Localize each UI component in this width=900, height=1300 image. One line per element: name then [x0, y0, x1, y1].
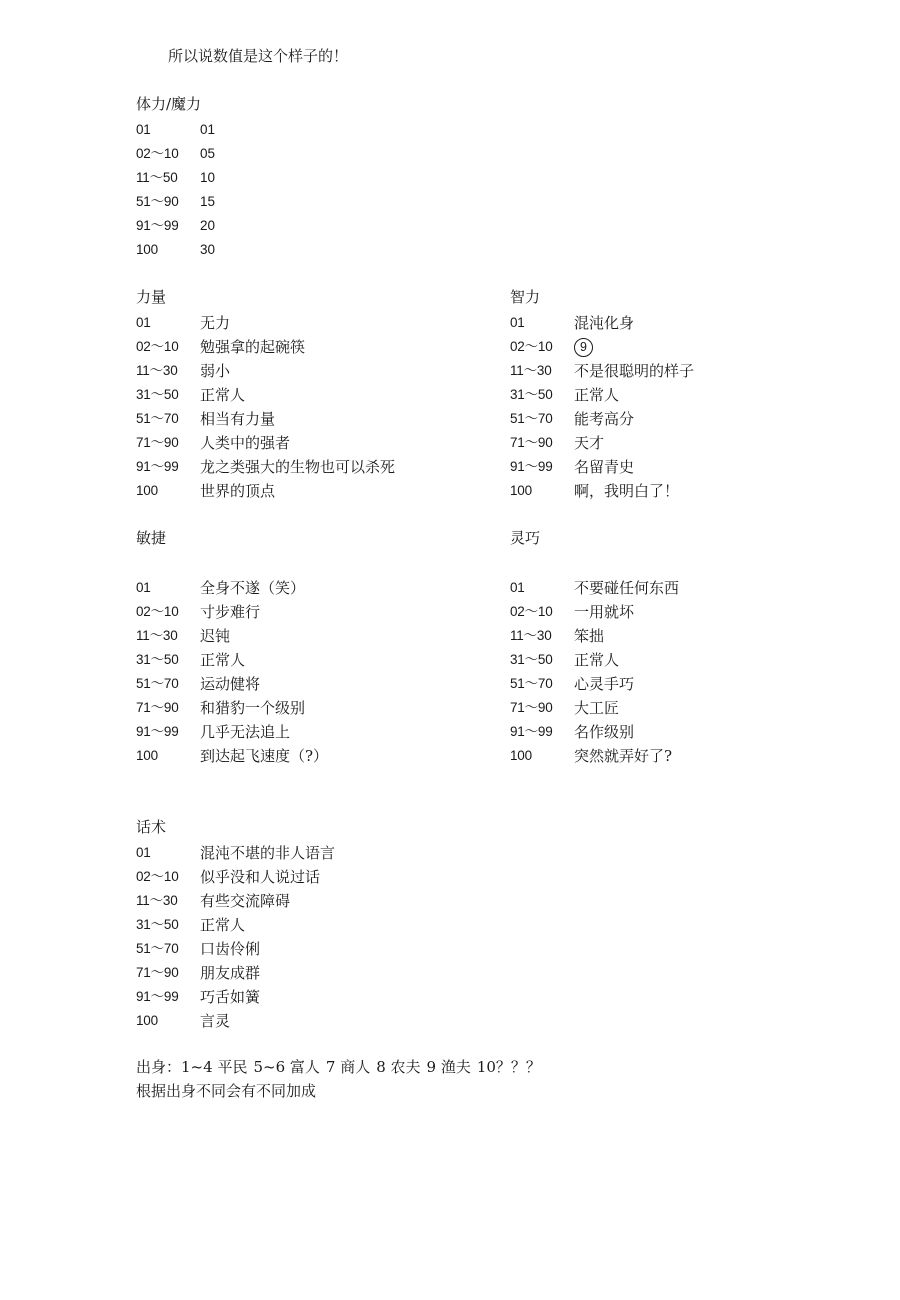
- range-cell: 100: [510, 748, 532, 763]
- table-row: [136, 455, 395, 479]
- strength-section: [136, 287, 395, 503]
- range-cell: 02～10: [136, 604, 179, 619]
- table-row: [136, 431, 395, 455]
- circled-number: 9: [574, 338, 593, 357]
- table-row: [136, 913, 335, 937]
- range-cell: 01: [136, 580, 151, 595]
- description-cell: 勉强拿的起碗筷: [200, 338, 306, 356]
- table-row: [136, 696, 328, 720]
- table-row: [510, 359, 694, 383]
- range-cell: 31～50: [136, 917, 179, 932]
- table-row: [510, 383, 694, 407]
- intro-text: 所以说数值是这个样子的！: [168, 47, 349, 65]
- range-cell: 51～70: [136, 676, 179, 691]
- agility-section: [136, 528, 328, 768]
- origin-item: 9 渔夫: [426, 1058, 471, 1076]
- range-cell: 11～30: [136, 628, 178, 643]
- section-title: 话术: [136, 818, 167, 836]
- description-cell: 啊，我明白了！: [574, 482, 680, 500]
- section-title: 智力: [510, 288, 541, 306]
- range-cell: 11～30: [510, 628, 552, 643]
- table-row: [136, 214, 215, 238]
- table-row: [136, 648, 328, 672]
- description-cell: 寸步难行: [200, 603, 261, 621]
- table-row: [510, 624, 679, 648]
- range-cell: 11～30: [136, 893, 178, 908]
- range-cell: 51～90: [136, 194, 179, 209]
- range-cell: 02～10: [136, 146, 179, 161]
- range-cell: 51～70: [510, 411, 553, 426]
- table-row: [136, 311, 395, 335]
- range-cell: 11～30: [136, 363, 178, 378]
- range-cell: 51～70: [510, 676, 553, 691]
- section-title: 体力/魔力: [136, 95, 202, 113]
- value-cell: 15: [200, 194, 216, 209]
- range-cell: 100: [136, 242, 158, 257]
- table-row: [136, 744, 328, 768]
- table-row: [510, 455, 694, 479]
- table-row: [136, 407, 395, 431]
- description-cell: 一用就坏: [574, 603, 635, 621]
- range-cell: 100: [136, 1013, 158, 1028]
- range-cell: 100: [510, 483, 532, 498]
- description-cell: 正常人: [200, 916, 246, 934]
- table-row: [510, 431, 694, 455]
- table-row: [510, 600, 679, 624]
- range-cell: 71～90: [136, 435, 179, 450]
- table-row: [136, 335, 395, 359]
- range-cell: 91～99: [510, 724, 553, 739]
- description-cell: 世界的顶点: [200, 482, 276, 500]
- table-row: [136, 889, 335, 913]
- table-row: [136, 479, 395, 503]
- description-cell: 有些交流障碍: [200, 892, 291, 910]
- description-cell: 人类中的强者: [200, 434, 291, 452]
- range-cell: 01: [510, 580, 525, 595]
- range-cell: 71～90: [510, 700, 553, 715]
- description-cell: 全身不遂（笑）: [200, 579, 306, 597]
- range-cell: 71～90: [510, 435, 553, 450]
- description-cell: 无力: [200, 314, 231, 332]
- description-cell: 龙之类强大的生物也可以杀死: [200, 458, 396, 476]
- range-cell: 02～10: [510, 604, 553, 619]
- table-row: [510, 311, 694, 335]
- range-cell: 01: [136, 845, 151, 860]
- value-cell: 05: [200, 146, 216, 161]
- description-cell: 能考高分: [574, 410, 635, 428]
- dexterity-section: [510, 528, 679, 768]
- description-cell: 口齿伶俐: [200, 940, 261, 958]
- table-row: [136, 985, 335, 1009]
- range-cell: 51～70: [136, 941, 179, 956]
- description-cell: 混沌化身: [574, 314, 635, 332]
- range-cell: 91～99: [136, 724, 179, 739]
- range-cell: 31～50: [510, 652, 553, 667]
- origin-line: [136, 1056, 547, 1078]
- value-cell: 01: [200, 122, 216, 137]
- table-row: [136, 190, 215, 214]
- description-cell: [574, 335, 593, 359]
- range-cell: 31～50: [510, 387, 553, 402]
- description-cell: 混沌不堪的非人语言: [200, 844, 336, 862]
- description-cell: 相当有力量: [200, 410, 276, 428]
- range-cell: 71～90: [136, 965, 179, 980]
- range-cell: 11～50: [136, 170, 178, 185]
- table-row: [136, 359, 395, 383]
- section-title: 力量: [136, 288, 167, 306]
- table-row: [136, 841, 335, 865]
- range-cell: 51～70: [136, 411, 179, 426]
- table-row: [136, 937, 335, 961]
- value-cell: 20: [200, 218, 216, 233]
- description-cell: 巧舌如簧: [200, 988, 261, 1006]
- table-row: [136, 383, 395, 407]
- table-row: [136, 118, 215, 142]
- table-row: [136, 720, 328, 744]
- table-row: [136, 672, 328, 696]
- description-cell: 正常人: [574, 386, 620, 404]
- description-cell: 名作级别: [574, 723, 635, 741]
- range-cell: 100: [136, 483, 158, 498]
- table-row: [136, 166, 215, 190]
- table-row: [510, 744, 679, 768]
- origin-item: 10？？？: [476, 1058, 541, 1076]
- range-cell: 01: [136, 122, 151, 137]
- range-cell: 01: [510, 315, 525, 330]
- description-cell: 和猎豹一个级别: [200, 699, 306, 717]
- description-cell: 运动健将: [200, 675, 261, 693]
- description-cell: 几乎无法追上: [200, 723, 291, 741]
- range-cell: 02～10: [136, 869, 179, 884]
- hp-mp-section: [136, 94, 215, 262]
- description-cell: 言灵: [200, 1012, 231, 1030]
- description-cell: 弱小: [200, 362, 231, 380]
- table-row: [510, 479, 694, 503]
- table-row: [510, 648, 679, 672]
- range-cell: 91～99: [136, 459, 179, 474]
- range-cell: 100: [136, 748, 158, 763]
- origin-item: 5~6 富人: [253, 1058, 320, 1076]
- description-cell: 不是很聪明的样子: [574, 362, 695, 380]
- range-cell: 91～99: [136, 989, 179, 1004]
- origin-item: 7 商人: [325, 1058, 371, 1076]
- intelligence-section: [510, 287, 694, 503]
- table-row: [136, 961, 335, 985]
- range-cell: 01: [136, 315, 151, 330]
- origin-item: 8 农夫: [376, 1058, 421, 1076]
- value-cell: 30: [200, 242, 216, 257]
- description-cell: 到达起飞速度（?）: [200, 747, 329, 765]
- table-row: [510, 672, 679, 696]
- origin-note: 根据出身不同会有不同加成: [136, 1082, 317, 1100]
- section-title: 灵巧: [510, 529, 541, 547]
- range-cell: 91～99: [136, 218, 179, 233]
- table-row: [136, 1009, 335, 1033]
- range-cell: 31～50: [136, 652, 179, 667]
- table-row: [136, 865, 335, 889]
- description-cell: 心灵手巧: [574, 675, 635, 693]
- origin-item: 1~4 平民: [181, 1058, 248, 1076]
- table-row: [510, 576, 679, 600]
- table-row: [136, 238, 215, 262]
- table-row: [510, 335, 694, 359]
- description-cell: 不要碰任何东西: [574, 579, 680, 597]
- description-cell: 突然就弄好了?: [574, 747, 673, 765]
- table-row: [136, 600, 328, 624]
- description-cell: 天才: [574, 434, 605, 452]
- table-row: [510, 720, 679, 744]
- description-cell: 似乎没和人说过话: [200, 868, 321, 886]
- table-row: [136, 576, 328, 600]
- description-cell: 朋友成群: [200, 964, 261, 982]
- range-cell: 02～10: [510, 339, 553, 354]
- value-cell: 10: [200, 170, 216, 185]
- speech-section: [136, 817, 335, 1033]
- range-cell: 31～50: [136, 387, 179, 402]
- description-cell: 大工匠: [574, 699, 620, 717]
- table-row: [510, 696, 679, 720]
- table-row: [136, 624, 328, 648]
- range-cell: 11～30: [510, 363, 552, 378]
- range-cell: 71～90: [136, 700, 179, 715]
- range-cell: 91～99: [510, 459, 553, 474]
- table-row: [510, 407, 694, 431]
- description-cell: 笨拙: [574, 627, 605, 645]
- origin-label: 出身：: [136, 1058, 182, 1076]
- description-cell: 迟钝: [200, 627, 231, 645]
- description-cell: 正常人: [200, 386, 246, 404]
- description-cell: 正常人: [200, 651, 246, 669]
- range-cell: 02～10: [136, 339, 179, 354]
- description-cell: 正常人: [574, 651, 620, 669]
- section-title: 敏捷: [136, 529, 167, 547]
- description-cell: 名留青史: [574, 458, 635, 476]
- table-row: [136, 142, 215, 166]
